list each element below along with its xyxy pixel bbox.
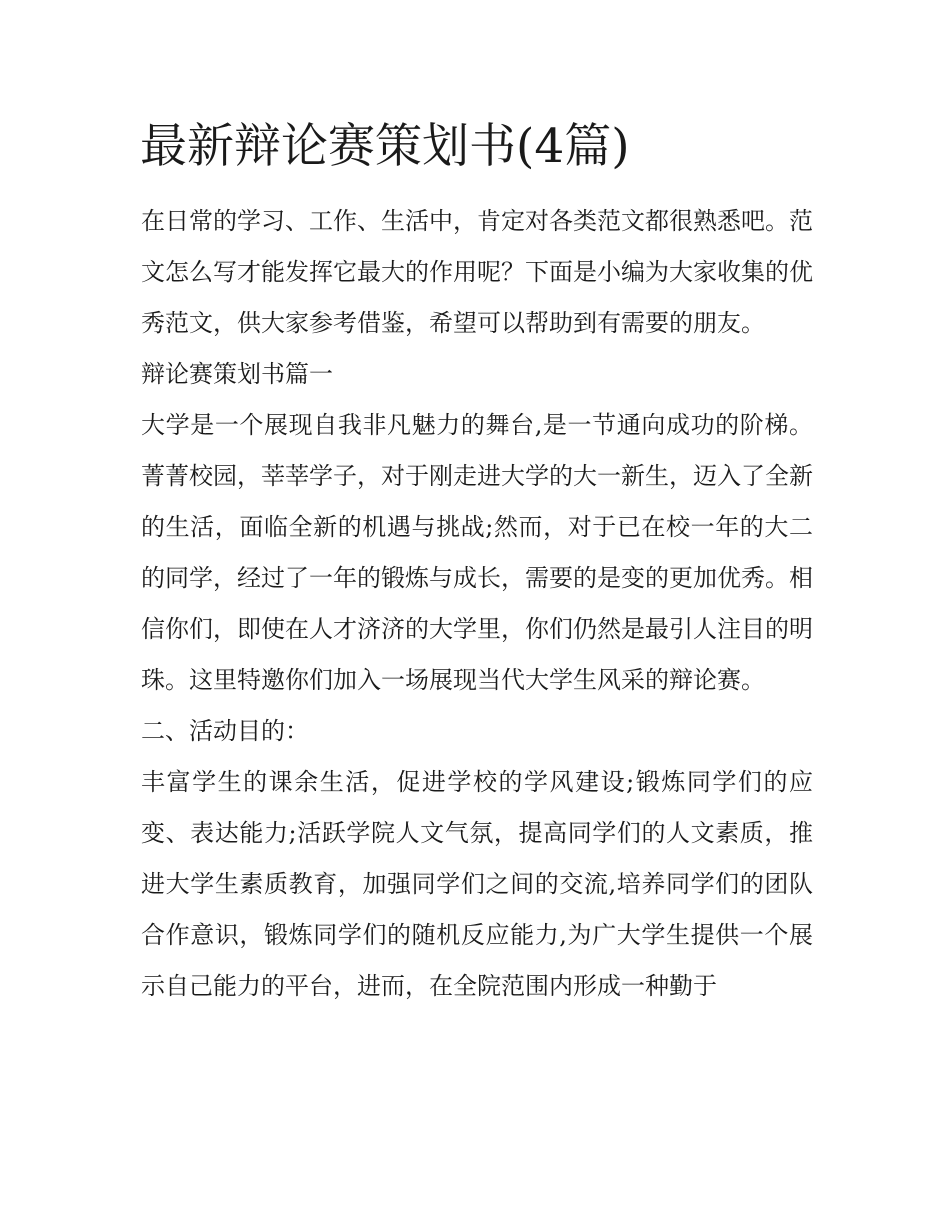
body-paragraph-purpose: 丰富学生的课余生活，促进学校的学风建设;锻炼同学们的应变、表达能力;活跃学院人文气氛，提高同学们的人文素质，推进大学生素质教育，加强同学们之间的交流,培养同学们的团队合作意识，锻炼同学们的随机反应能力,为广大学生提供一个展示自己能力的平台，进而，在全院范围内形成一种勤于 [141,768,813,1000]
document-body [141,196,813,1012]
intro-paragraph: 在日常的学习、工作、生活中，肯定对各类范文都很熟悉吧。范文怎么写才能发挥它最大的作用呢？下面是小编为大家收集的优秀范文，供大家参考借鉴，希望可以帮助到有需要的朋友。 [141,207,813,337]
document-title: 最新辩论赛策划书(4篇) [140,119,630,174]
body-paragraph-background: 大学是一个展现自我非凡魅力的舞台,是一节通向成功的阶梯。菁菁校园，莘莘学子，对于刚走进大学的大一新生，迈入了全新的生活，面临全新的机遇与挑战;然而，对于已在校一年的大二的同学，经过了一年的锻炼与成长，需要的是变的更加优秀。相信你们，即使在人才济济的大学里，你们仍然是最引人注目的明珠。这里特邀你们加入一场展现当代大学生风采的辩论赛。 [141,411,813,694]
section-heading-plan-one: 辩论赛策划书篇一 [141,360,333,388]
section-heading-purpose: 二、活动目的： [141,717,309,745]
